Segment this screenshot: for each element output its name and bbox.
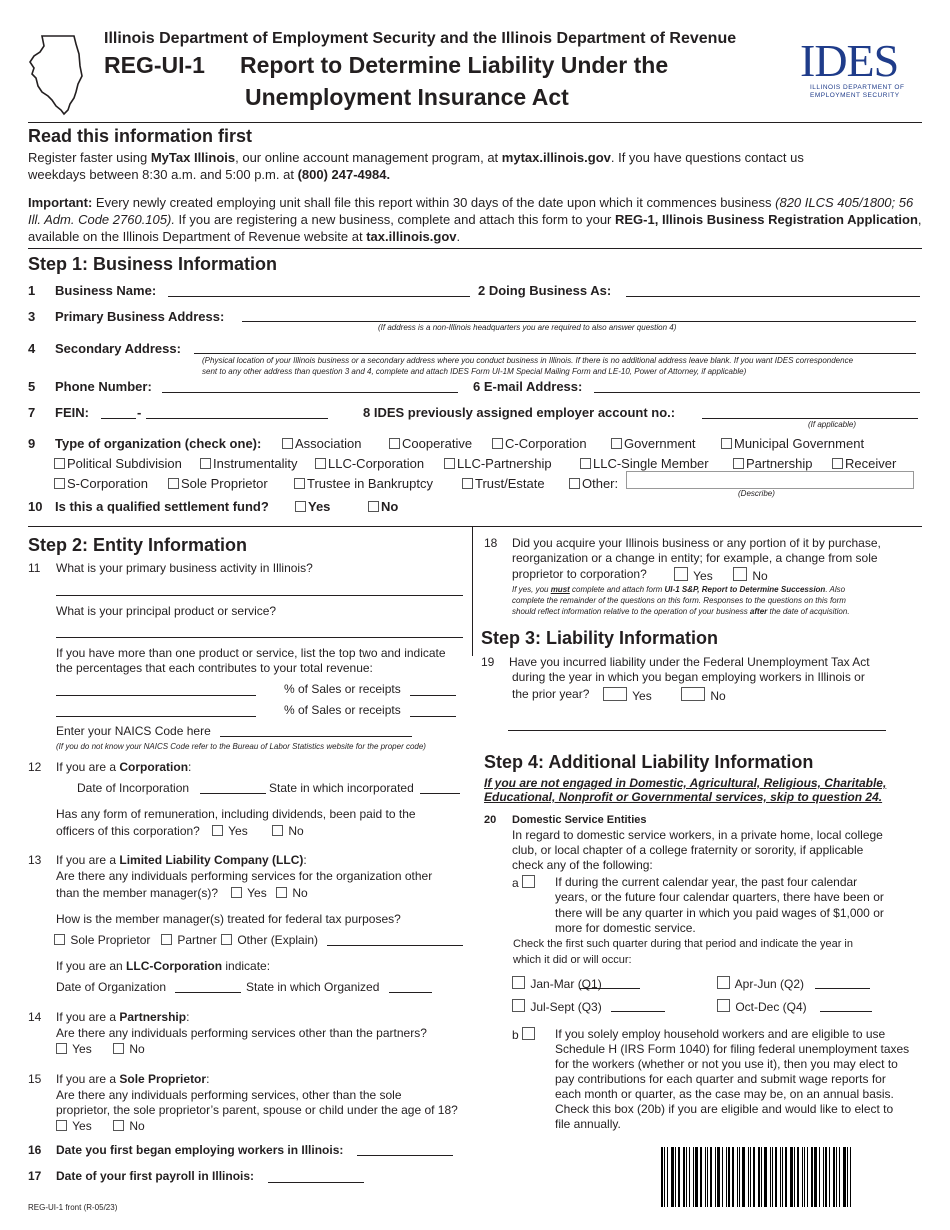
llc-line2: than the member manager(s)? <box>56 886 219 900</box>
checkbox[interactable] <box>717 976 730 989</box>
tax-sole-proprietor[interactable]: Sole Proprietor <box>54 933 150 947</box>
checkbox[interactable] <box>276 887 287 898</box>
barcode-bar <box>671 1147 674 1207</box>
barcode-bar <box>833 1147 835 1207</box>
product-1-field[interactable] <box>56 695 256 696</box>
phone-field[interactable] <box>162 392 458 393</box>
acquire-line2: reorganization or a change in entity; for example, a change from sole <box>512 551 878 565</box>
checkbox[interactable] <box>282 438 293 449</box>
org-government[interactable]: Government <box>611 436 696 451</box>
barcode-bar <box>819 1147 820 1207</box>
fein-prefix-field[interactable] <box>101 418 136 419</box>
business-name-label: Business Name: <box>55 283 157 298</box>
ides-account-label: 8 IDES previously assigned employer account no.: <box>363 405 676 420</box>
futa-line2: during the year in which you began employing workers in Illinois or <box>512 670 865 684</box>
barcode-bar <box>686 1147 687 1207</box>
domestic-service-heading: Domestic Service Entities <box>512 814 647 826</box>
barcode <box>661 1147 851 1207</box>
ides-logo-letters: IDES <box>800 35 899 86</box>
org-other[interactable]: Other: <box>569 476 618 491</box>
barcode-bar <box>715 1147 716 1207</box>
step3-heading: Step 3: Liability Information <box>481 628 719 648</box>
org-llc-partnership[interactable]: LLC-Partnership <box>444 456 552 471</box>
state-incorporated-field[interactable] <box>420 793 460 794</box>
quarter-q4[interactable]: Oct-Dec (Q4) <box>717 999 807 1014</box>
secondary-address-note-1: (Physical location of your Illinois business or a secondary address where you conduct business in Illinois. If there is no additional address leave blank. If you want IDES correspondence <box>202 356 854 365</box>
option-b-line7: file annually. <box>555 1117 621 1131</box>
acquire-no[interactable]: No <box>733 567 768 583</box>
barcode-bar <box>683 1147 685 1207</box>
corporation-label: If you are a Corporation: <box>56 760 192 774</box>
first-payroll-date-field[interactable] <box>268 1182 364 1183</box>
checkbox[interactable] <box>231 887 242 898</box>
product-2-field[interactable] <box>56 716 256 717</box>
primary-address-label: Primary Business Address: <box>55 309 225 324</box>
checkbox[interactable] <box>462 478 473 489</box>
form-title-line2: Unemployment Insurance Act <box>245 84 569 110</box>
barcode-bar <box>772 1147 773 1207</box>
business-name-field[interactable] <box>168 296 470 297</box>
acquire-line3: proprietor to corporation? <box>512 567 647 581</box>
sole-proprietor-yes[interactable]: Yes <box>56 1119 92 1133</box>
partnership-line1: Are there any individuals performing services other than the partners? <box>56 1026 427 1040</box>
barcode-bar <box>693 1147 694 1207</box>
ides-account-field[interactable] <box>702 418 918 419</box>
barcode-bar <box>804 1147 805 1207</box>
checkbox[interactable] <box>444 458 455 469</box>
ides-account-note: (If applicable) <box>808 420 857 429</box>
intro-paragraph-2: Important: Every newly created employing unit shall file this report within 30 days of the date upon which it commences business (820 ILCS 405/1800; 56 Ill. Adm. Code 2760.105). If you are registering a new business, complete and attach this form to your REG-1, Illinois Business Registration Application, available on the Illinois Department of Revenue website at tax.illinois.gov. <box>28 195 922 244</box>
barcode-bar <box>739 1147 740 1207</box>
checkbox[interactable] <box>161 934 172 945</box>
org-municipal-government[interactable]: Municipal Government <box>721 436 864 451</box>
intro-heading: Read this information first <box>28 126 253 146</box>
checkbox[interactable] <box>315 458 326 469</box>
principal-product-field[interactable] <box>56 637 463 638</box>
org-trustee-bankruptcy[interactable]: Trustee in Bankruptcy <box>294 476 433 491</box>
ides-logo <box>800 35 912 102</box>
divider <box>28 248 922 249</box>
quarter-instructions-line2: which it did or will occur: <box>513 954 632 966</box>
checkbox[interactable] <box>113 1043 124 1054</box>
option-a-line1: If during the current calendar year, the past four calendar <box>555 875 858 889</box>
futa-line1: Have you incurred liability under the Federal Unemployment Tax Act <box>509 655 870 669</box>
naics-note: (If you do not know your NAICS Code refer to the Bureau of Labor Statistics website for the proper code) <box>56 742 426 751</box>
checkbox[interactable] <box>512 999 525 1012</box>
quarter-q2[interactable]: Apr-Jun (Q2) <box>717 976 804 991</box>
barcode-bar <box>722 1147 723 1207</box>
checkbox[interactable] <box>733 458 744 469</box>
quarter-q3[interactable]: Jul-Sept (Q3) <box>512 999 602 1014</box>
acquire-note-3: should reflect information relative to the operation of your business after the date of acquisition. <box>512 607 850 616</box>
barcode-bar <box>797 1147 799 1207</box>
checkbox[interactable] <box>512 976 525 989</box>
barcode-bar <box>807 1147 808 1207</box>
barcode-bar <box>814 1147 817 1207</box>
tax-other[interactable]: Other (Explain) <box>221 933 318 947</box>
checkbox[interactable] <box>294 478 305 489</box>
barcode-bar <box>780 1147 781 1207</box>
checkbox[interactable] <box>674 567 688 581</box>
checkbox[interactable] <box>272 825 283 836</box>
org-receiver[interactable]: Receiver <box>832 456 896 471</box>
quarter-q3-year-field[interactable] <box>611 1011 665 1012</box>
barcode-bar <box>661 1147 663 1207</box>
checkbox[interactable] <box>54 458 65 469</box>
option-a-line3: there will be any quarter in which you paid wages of $1,000 or <box>555 906 884 920</box>
barcode-bar <box>839 1147 840 1207</box>
form-title-line1: Report to Determine Liability Under the <box>240 52 669 78</box>
step1-heading: Step 1: Business Information <box>28 254 278 274</box>
org-llc-corporation[interactable]: LLC-Corporation <box>315 456 424 471</box>
partnership-yes[interactable]: Yes <box>56 1042 92 1056</box>
secondary-address-field[interactable] <box>194 353 916 354</box>
barcode-bar <box>785 1147 787 1207</box>
secondary-address-note-2: sent to any other address than question 3 and 4, complete and attach IDES Form UI-1M Special Mailing Form and LE-10, Power of Attorney, if applicable) <box>202 367 747 376</box>
barcode-bar <box>717 1147 720 1207</box>
fein-label: FEIN: <box>55 405 89 420</box>
barcode-bar <box>761 1147 762 1207</box>
option-a-line2: years, or the future four calendar quarters, there have been or <box>555 890 884 904</box>
barcode-bar <box>707 1147 708 1207</box>
checkbox[interactable] <box>611 438 622 449</box>
divider <box>28 122 922 123</box>
quarter-q4-year-field[interactable] <box>820 1011 872 1012</box>
checkbox[interactable] <box>389 438 400 449</box>
checkbox[interactable] <box>717 999 730 1012</box>
step4-heading: Step 4: Additional Liability Information <box>484 752 814 772</box>
option-b-line6: Check this box (20b) if you are eligible and would like to elect to <box>555 1102 894 1116</box>
barcode-bar <box>728 1147 730 1207</box>
option-a-label: a <box>512 875 537 890</box>
checkbox[interactable] <box>603 687 627 701</box>
llc-tax-label: How is the member manager(s) treated for federal tax purposes? <box>56 912 401 926</box>
barcode-bar <box>732 1147 734 1207</box>
settlement-no[interactable]: No <box>368 499 398 514</box>
sole-proprietor-line1: Are there any individuals performing services, other than the sole <box>56 1088 402 1102</box>
top-two-line1: If you have more than one product or service, list the top two and indicate <box>56 646 446 660</box>
pct-2-field[interactable] <box>410 716 456 717</box>
checkbox[interactable] <box>832 458 843 469</box>
barcode-bar <box>667 1147 668 1207</box>
domestic-line1: In regard to domestic service workers, in a private home, local college <box>512 828 883 842</box>
org-llc-single-member[interactable]: LLC-Single Member <box>580 456 709 471</box>
barcode-bar <box>764 1147 767 1207</box>
barcode-bar <box>823 1147 824 1207</box>
remuneration-line1: Has any form of remuneration, including dividends, been paid to the <box>56 807 416 821</box>
barcode-bar <box>695 1147 698 1207</box>
barcode-bar <box>750 1147 751 1207</box>
acquire-yes[interactable]: Yes <box>674 567 713 583</box>
option-b-checkbox[interactable] <box>522 1027 535 1040</box>
checkbox[interactable] <box>113 1120 124 1131</box>
barcode-bar <box>847 1147 848 1207</box>
state-organized-label: State in which Organized <box>246 980 380 994</box>
pct-label-1: % of Sales or receipts <box>284 682 401 696</box>
quarter-q1-year-field[interactable] <box>580 988 640 989</box>
describe-note: (Describe) <box>738 489 775 498</box>
barcode-bar <box>737 1147 738 1207</box>
org-other-describe-input[interactable] <box>626 471 914 489</box>
email-label: 6 E-mail Address: <box>473 379 583 394</box>
sole-proprietor-line2: proprietor, the sole proprietor’s parent, spouse or child under the age of 18? <box>56 1103 458 1117</box>
remuneration-line2: officers of this corporation? <box>56 824 200 838</box>
futa-no[interactable]: No <box>681 687 726 703</box>
llc-yes[interactable]: Yes <box>231 886 267 900</box>
llc-no[interactable]: No <box>276 886 308 900</box>
pct-label-2: % of Sales or receipts <box>284 703 401 717</box>
barcode-bar <box>742 1147 745 1207</box>
barcode-bar <box>678 1147 680 1207</box>
barcode-bar <box>782 1147 783 1207</box>
barcode-bar <box>811 1147 813 1207</box>
divider <box>28 526 922 527</box>
sole-proprietor-no[interactable]: No <box>113 1119 145 1133</box>
partnership-label: If you are a Partnership: <box>56 1010 190 1024</box>
acquire-note-2: complete the remainder of the questions on this form. Responses to the questions on this form <box>512 596 846 605</box>
skip-note-line2: Educational, Nonprofit or Governmental services, skip to question 24. <box>484 790 883 804</box>
barcode-bar <box>836 1147 837 1207</box>
barcode-bar <box>843 1147 846 1207</box>
quarter-q2-year-field[interactable] <box>815 988 870 989</box>
first-employ-date-field[interactable] <box>357 1155 453 1156</box>
llc-corporation-label: If you are an LLC-Corporation indicate: <box>56 959 271 973</box>
checkbox[interactable] <box>721 438 732 449</box>
llc-line1: Are there any individuals performing services for the organization other <box>56 869 433 883</box>
illinois-map-icon <box>28 32 86 118</box>
org-type-label: Type of organization (check one): <box>55 436 262 451</box>
org-instrumentality[interactable]: Instrumentality <box>200 456 298 471</box>
dba-label: 2 Doing Business As: <box>478 283 612 298</box>
org-association[interactable]: Association <box>282 436 361 451</box>
option-b-line1: If you solely employ household workers and are eligible to use <box>555 1027 886 1041</box>
option-b-label: b <box>512 1027 537 1042</box>
date-organization-label: Date of Organization <box>56 980 167 994</box>
checkbox[interactable] <box>580 458 591 469</box>
first-payroll-date-label: Date of your first payroll in Illinois: <box>56 1169 255 1183</box>
sole-proprietor-label: If you are a Sole Proprietor: <box>56 1072 210 1086</box>
checkbox[interactable] <box>54 934 65 945</box>
partnership-no[interactable]: No <box>113 1042 145 1056</box>
primary-address-note: (If address is a non-Illinois headquarters you are required to also answer question 4) <box>378 323 677 332</box>
skip-note-line1: If you are not engaged in Domestic, Agricultural, Religious, Charitable, <box>484 776 887 790</box>
primary-address-field[interactable] <box>242 321 916 322</box>
barcode-bar <box>850 1147 851 1207</box>
date-organization-field[interactable] <box>175 992 241 993</box>
barcode-bar <box>770 1147 771 1207</box>
checkbox[interactable] <box>56 1120 67 1131</box>
intro-paragraph-1: Register faster using MyTax Illinois, our online account management program, at mytax.illinois.gov. If you have questions contact us weekdays between 8:30 a.m. and 5:00 p.m. at (800) 247-4984. <box>28 150 804 182</box>
org-c-corporation[interactable]: C-Corporation <box>492 436 587 451</box>
date-incorporation-label: Date of Incorporation <box>77 781 190 795</box>
barcode-bar <box>790 1147 793 1207</box>
futa-line3: the prior year? <box>512 687 590 701</box>
option-b-line5: each month or quarter, as the case may be, on an annual basis. <box>555 1087 894 1101</box>
top-two-line2: the percentages that each contributes to your total revenue: <box>56 661 373 675</box>
futa-yes[interactable]: Yes <box>603 687 652 703</box>
first-employ-date-label: Date you first began employing workers in Illinois: <box>56 1143 344 1157</box>
checkbox[interactable] <box>492 438 503 449</box>
barcode-bar <box>675 1147 676 1207</box>
barcode-bar <box>748 1147 749 1207</box>
secondary-address-label: Secondary Address: <box>55 341 181 356</box>
barcode-bar <box>775 1147 777 1207</box>
checkbox[interactable] <box>200 458 211 469</box>
barcode-bar <box>710 1147 712 1207</box>
checkbox[interactable] <box>295 501 306 512</box>
option-a-line4: more for domestic service. <box>555 921 696 935</box>
remuneration-yes[interactable]: Yes <box>212 824 248 838</box>
ides-logo-sub2: EMPLOYMENT SECURITY <box>810 92 900 99</box>
barcode-bar <box>664 1147 665 1207</box>
barcode-bar <box>689 1147 690 1207</box>
primary-activity-label: What is your primary business activity in Illinois? <box>56 561 313 575</box>
org-s-corporation[interactable]: S-Corporation <box>54 476 148 491</box>
option-b-line4: pay contributions for each quarter and submit wage reports for <box>555 1072 886 1086</box>
barcode-bar <box>753 1147 755 1207</box>
column-divider <box>472 526 473 656</box>
org-political-subdivision[interactable]: Political Subdivision <box>54 456 182 471</box>
remuneration-no[interactable]: No <box>272 824 304 838</box>
checkbox[interactable] <box>56 1043 67 1054</box>
principal-product-label: What is your principal product or service? <box>56 604 277 618</box>
step2-heading: Step 2: Entity Information <box>28 535 248 555</box>
pct-1-field[interactable] <box>410 695 456 696</box>
checkbox[interactable] <box>212 825 223 836</box>
org-cooperative[interactable]: Cooperative <box>389 436 472 451</box>
checkbox[interactable] <box>733 567 747 581</box>
email-field[interactable] <box>594 392 920 393</box>
tax-other-explain-field[interactable] <box>327 945 463 946</box>
barcode-bar <box>825 1147 827 1207</box>
quarter-instructions-line1: Check the first such quarter during that period and indicate the year in <box>513 938 853 950</box>
naics-label: Enter your NAICS Code here <box>56 724 211 738</box>
state-organized-field[interactable] <box>389 992 432 993</box>
barcode-bar <box>829 1147 830 1207</box>
barcode-bar <box>794 1147 795 1207</box>
barcode-bar <box>700 1147 702 1207</box>
ides-logo-sub1: ILLINOIS DEPARTMENT OF <box>810 84 905 91</box>
checkbox[interactable] <box>221 934 232 945</box>
state-incorporated-label: State in which incorporated <box>269 781 414 795</box>
checkbox[interactable] <box>681 687 705 701</box>
barcode-bar <box>758 1147 760 1207</box>
org-partnership[interactable]: Partnership <box>733 456 812 471</box>
option-b-line3: for the workers (whether or not you use it), then you may elect to <box>555 1057 898 1071</box>
llc-label: If you are a Limited Liability Company (LLC): <box>56 853 307 867</box>
checkbox[interactable] <box>368 501 379 512</box>
fein-suffix-field[interactable] <box>146 418 328 419</box>
futa-explain-field[interactable] <box>508 730 886 731</box>
barcode-bar <box>726 1147 727 1207</box>
date-incorporation-field[interactable] <box>200 793 266 794</box>
form-revision-code: REG-UI-1 front (R-05/23) <box>28 1203 118 1212</box>
barcode-bar <box>705 1147 706 1207</box>
form-id: REG-UI-1 <box>104 52 205 78</box>
org-sole-proprietor[interactable]: Sole Proprietor <box>168 476 268 491</box>
settlement-fund-label: Is this a qualified settlement fund? <box>55 499 269 514</box>
domestic-line2: club, or local chapter of a college fraternity or sorority, if applicable <box>512 843 864 857</box>
domestic-line3: check any of the following: <box>512 858 653 872</box>
phone-label: Phone Number: <box>55 379 152 394</box>
option-b-line2: Schedule H (IRS Form 1040) for filing federal unemployment taxes <box>555 1042 910 1056</box>
checkbox[interactable] <box>54 478 65 489</box>
checkbox[interactable] <box>168 478 179 489</box>
quarter-q1[interactable]: Jan-Mar (Q1) <box>512 976 602 991</box>
dba-field[interactable] <box>626 296 920 297</box>
agency-title: Illinois Department of Employment Security and the Illinois Department of Revenue <box>104 30 737 47</box>
option-a-checkbox[interactable] <box>522 875 535 888</box>
primary-activity-field[interactable] <box>56 595 463 596</box>
naics-field[interactable] <box>220 736 412 737</box>
settlement-yes[interactable]: Yes <box>295 499 330 514</box>
tax-partner[interactable]: Partner <box>161 933 217 947</box>
barcode-bar <box>802 1147 803 1207</box>
acquire-note-1: If yes, you must complete and attach form UI-1 S&P, Report to Determine Succession. Also <box>512 585 846 594</box>
checkbox[interactable] <box>569 478 580 489</box>
org-trust-estate[interactable]: Trust/Estate <box>462 476 545 491</box>
acquire-line1: Did you acquire your Illinois business or any portion of it by purchase, <box>512 536 881 550</box>
